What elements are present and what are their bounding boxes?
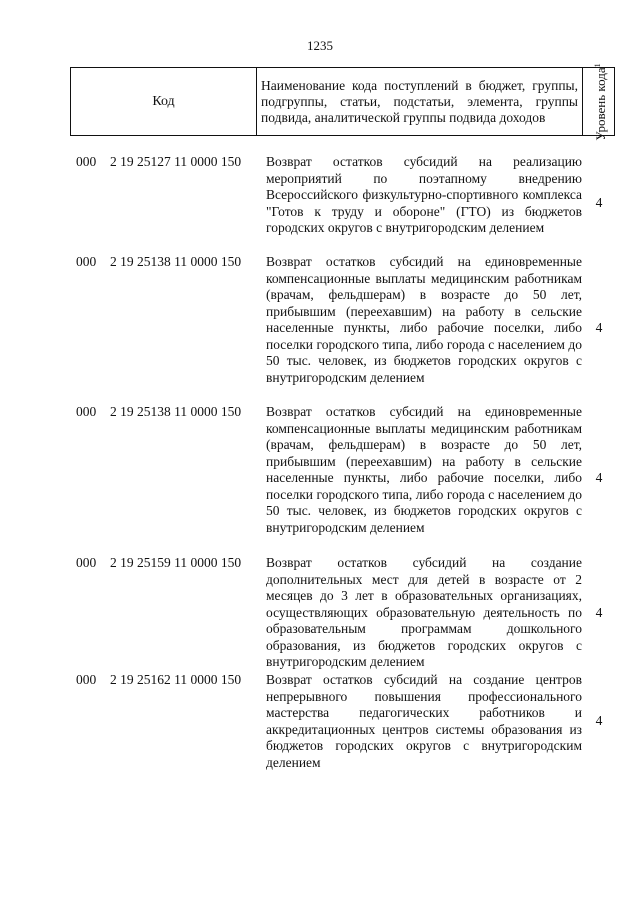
row-admin-code: 000 [76, 555, 97, 570]
row-name: Возврат остатков субсидий на создание дополнительных мест для детей в возрасте от 2 месяцев до 3 лет в образовательных организациях, осуществляющих образовательную деятельность по образовательным программам дошкольного образования, из бюджетов городских округов с внутригородским делением [266, 555, 582, 669]
row-level: 4 [595, 195, 603, 210]
row-admin-code: 000 [76, 154, 97, 169]
row-level: 4 [595, 470, 603, 485]
row-income-code: 2 19 25159 11 0000 150 [110, 555, 242, 570]
header-name: Наименование кода поступлений в бюджет, группы, подгруппы, статьи, подстатьи, элемента, группы подвида, аналитической группы подвида доходов [257, 68, 583, 136]
header-code: Код [71, 68, 257, 136]
row-income-code: 2 19 25162 11 0000 150 [110, 672, 242, 687]
row-admin-code: 000 [76, 672, 97, 687]
row-name: Возврат остатков субсидий на единовременные компенсационные выплаты медицинским работникам (врачам, фельдшерам) в возрасте до 50 лет, прибывшим (переехавшим) на работу в сельские населенные пункты, либо рабочие поселки, либо поселки городского типа, либо города с населением до 50 тыс. человек, из бюджетов городских округов с внутригородским делением [266, 404, 582, 535]
header-level-text [590, 63, 606, 140]
row-admin-code: 000 [76, 254, 97, 269]
row-level: 4 [595, 605, 603, 620]
header-level-footnote: 1 [592, 62, 602, 67]
row-level: 4 [595, 320, 603, 335]
row-income-code: 2 19 25138 11 0000 150 [110, 404, 242, 419]
page-number: 1235 [307, 38, 333, 53]
table-header [70, 62, 615, 141]
row-income-code: 2 19 25127 11 0000 150 [110, 154, 242, 169]
header-level [583, 62, 615, 141]
row-income-code: 2 19 25138 11 0000 150 [110, 254, 242, 269]
row-admin-code: 000 [76, 404, 97, 419]
row-name: Возврат остатков субсидий на реализацию мероприятий по поэтапному внедрению Всероссийского физкультурно-спортивного комплекса "Готов к труду и обороне" (ГТО) из бюджетов городских округов с внутригородским делением [266, 154, 582, 235]
header-level-label: Уровень кода [592, 66, 608, 141]
row-name: Возврат остатков субсидий на создание центров непрерывного повышения профессионального мастерства педагогических работников и аккредитационных центров системы образования из бюджетов городских округов с внутригородским делением [266, 672, 582, 770]
row-name: Возврат остатков субсидий на единовременные компенсационные выплаты медицинским работникам (врачам, фельдшерам) в возрасте до 50 лет, прибывшим (переехавшим) на работу в сельские населенные пункты, либо рабочие поселки, либо поселки городского типа, либо города с населением до 50 тыс. человек, из бюджетов городских округов с внутригородским делением [266, 254, 582, 385]
row-level: 4 [595, 713, 603, 728]
